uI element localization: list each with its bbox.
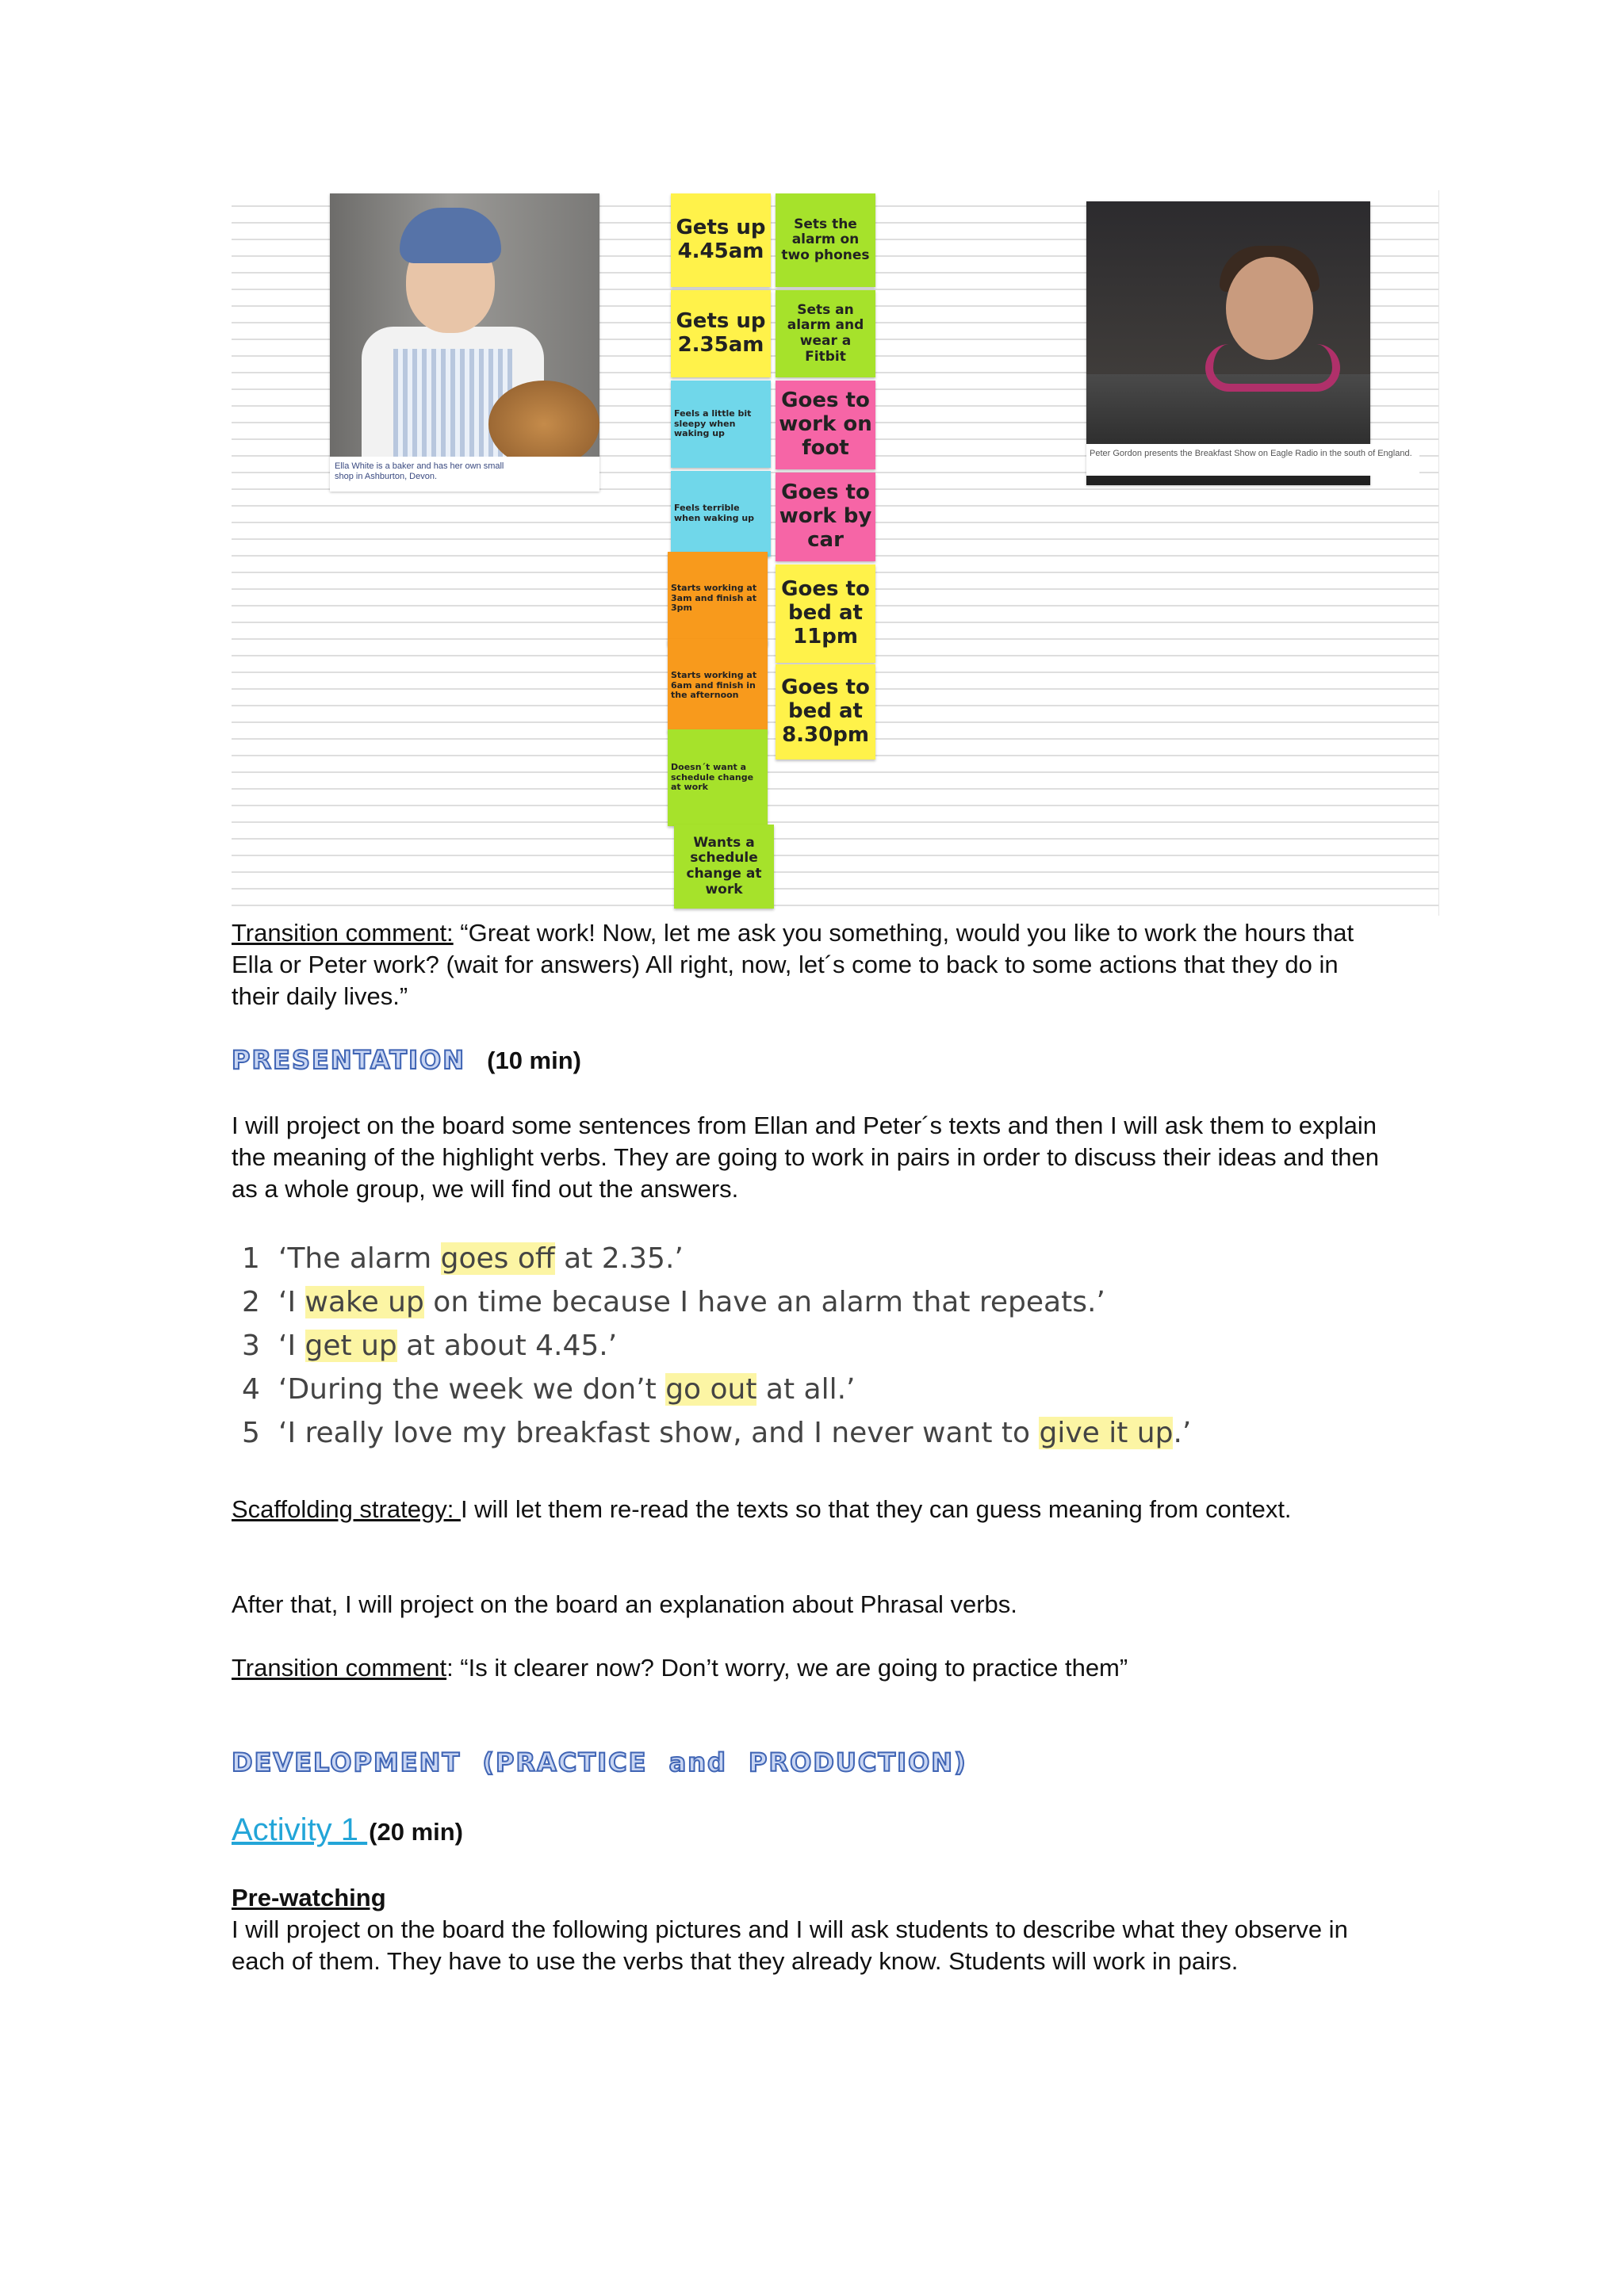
prewatching-label: Pre-watching bbox=[232, 1884, 386, 1911]
prewatching-heading bbox=[232, 1882, 1389, 1914]
presentation-heading bbox=[232, 1045, 581, 1075]
sticky-note: Feels terrible when waking up bbox=[671, 471, 771, 557]
sticky-note: Gets up 4.45am bbox=[671, 193, 771, 287]
activity-1-label: Activity 1 bbox=[232, 1812, 368, 1847]
activity-1-time: (20 min) bbox=[369, 1818, 464, 1846]
sentence-item: 3 ‘I get up at about 4.45.’ bbox=[242, 1330, 618, 1362]
transition-comment-label: Transition comment: bbox=[232, 919, 454, 947]
sticky-note: Sets an alarm and wear a Fitbit bbox=[776, 290, 875, 377]
sticky-note: Gets up 2.35am bbox=[671, 290, 771, 377]
scaffolding-text: I will let them re-read the texts so that they can guess meaning from context. bbox=[460, 1495, 1292, 1523]
sticky-note: Feels a little bit sleepy when waking up bbox=[671, 381, 771, 468]
development-heading: DEVELOPMENT (PRACTICE and PRODUCTION) bbox=[232, 1747, 967, 1777]
transition-comment-2 bbox=[232, 1652, 1389, 1684]
sticky-note: Goes to work on foot bbox=[776, 381, 875, 469]
sticky-note: Goes to bed at 8.30pm bbox=[776, 664, 875, 760]
sticky-note: Starts working at 3am and finish at 3pm bbox=[668, 552, 768, 645]
sentence-item: 4 ‘During the week we don’t go out at all.’ bbox=[242, 1373, 856, 1406]
after-that-text: After that, I will project on the board an explanation about Phrasal verbs. bbox=[232, 1590, 1017, 1618]
sticky-note: Sets the alarm on two phones bbox=[776, 193, 875, 287]
sticky-note: Goes to work by car bbox=[776, 473, 875, 561]
presentation-title: PRESENTATION bbox=[232, 1045, 465, 1075]
sticky-note: Doesn´t want a schedule change at work bbox=[668, 729, 768, 826]
sticky-note: Starts working at 6am and finish in the afternoon bbox=[668, 639, 768, 733]
sentence-item: 5 ‘I really love my breakfast show, and I never want to give it up.’ bbox=[242, 1417, 1192, 1449]
peter-caption: Peter Gordon presents the Breakfast Show on Eagle Radio in the south of England. bbox=[1090, 449, 1412, 458]
highlighted-verb: go out bbox=[665, 1373, 757, 1406]
transition-comment-text: : “Is it clearer now? Don’t worry, we are going to practice them” bbox=[446, 1654, 1128, 1682]
ella-white-photo bbox=[330, 193, 599, 492]
scaffolding-strategy bbox=[232, 1494, 1389, 1525]
prewatching-paragraph: I will project on the board the following pictures and I will ask students to describe what they observe in each of them. They have to use the verbs that they already know. Students will work in pairs. bbox=[232, 1915, 1348, 1975]
highlighted-sentences-list bbox=[242, 1237, 1511, 1455]
highlighted-verb: goes off bbox=[440, 1242, 555, 1275]
transition-comment-label: Transition comment bbox=[232, 1654, 447, 1682]
sticky-note: Wants a schedule change at work bbox=[674, 825, 774, 909]
presentation-paragraph: I will project on the board some sentences from Ellan and Peter´s texts and then I will ask them to explain the meaning of the highlight verbs. They are going to work in pairs in order to discuss their ideas and then as a whole group, we will find out the answers. bbox=[232, 1112, 1379, 1203]
sticky-note: Goes to bed at 11pm bbox=[776, 564, 875, 663]
transition-comment-text: “Great work! Now, let me ask you something, would you like to work the hours that Ella or Peter work? (wait for answers) All right, now, let´s come to back to some actions that they do in their daily lives.” bbox=[232, 919, 1354, 1010]
sentence-item: 2 ‘I wake up on time because I have an alarm that repeats.’ bbox=[242, 1286, 1105, 1318]
presentation-time: (10 min) bbox=[487, 1047, 581, 1074]
scaffolding-label: Scaffolding strategy: bbox=[232, 1495, 461, 1523]
highlighted-verb: wake up bbox=[304, 1286, 424, 1318]
transition-comment-1 bbox=[232, 917, 1389, 1012]
ella-caption: Ella White is a baker and has her own small shop in Ashburton, Devon. bbox=[335, 461, 504, 481]
highlighted-verb: give it up bbox=[1039, 1417, 1174, 1449]
sentence-item: 1 ‘The alarm goes off at 2.35.’ bbox=[242, 1242, 684, 1275]
highlighted-verb: get up bbox=[304, 1330, 397, 1362]
peter-gordon-photo bbox=[1086, 201, 1370, 485]
sticky-notes-board bbox=[232, 190, 1439, 916]
activity-1-heading bbox=[232, 1812, 463, 1848]
